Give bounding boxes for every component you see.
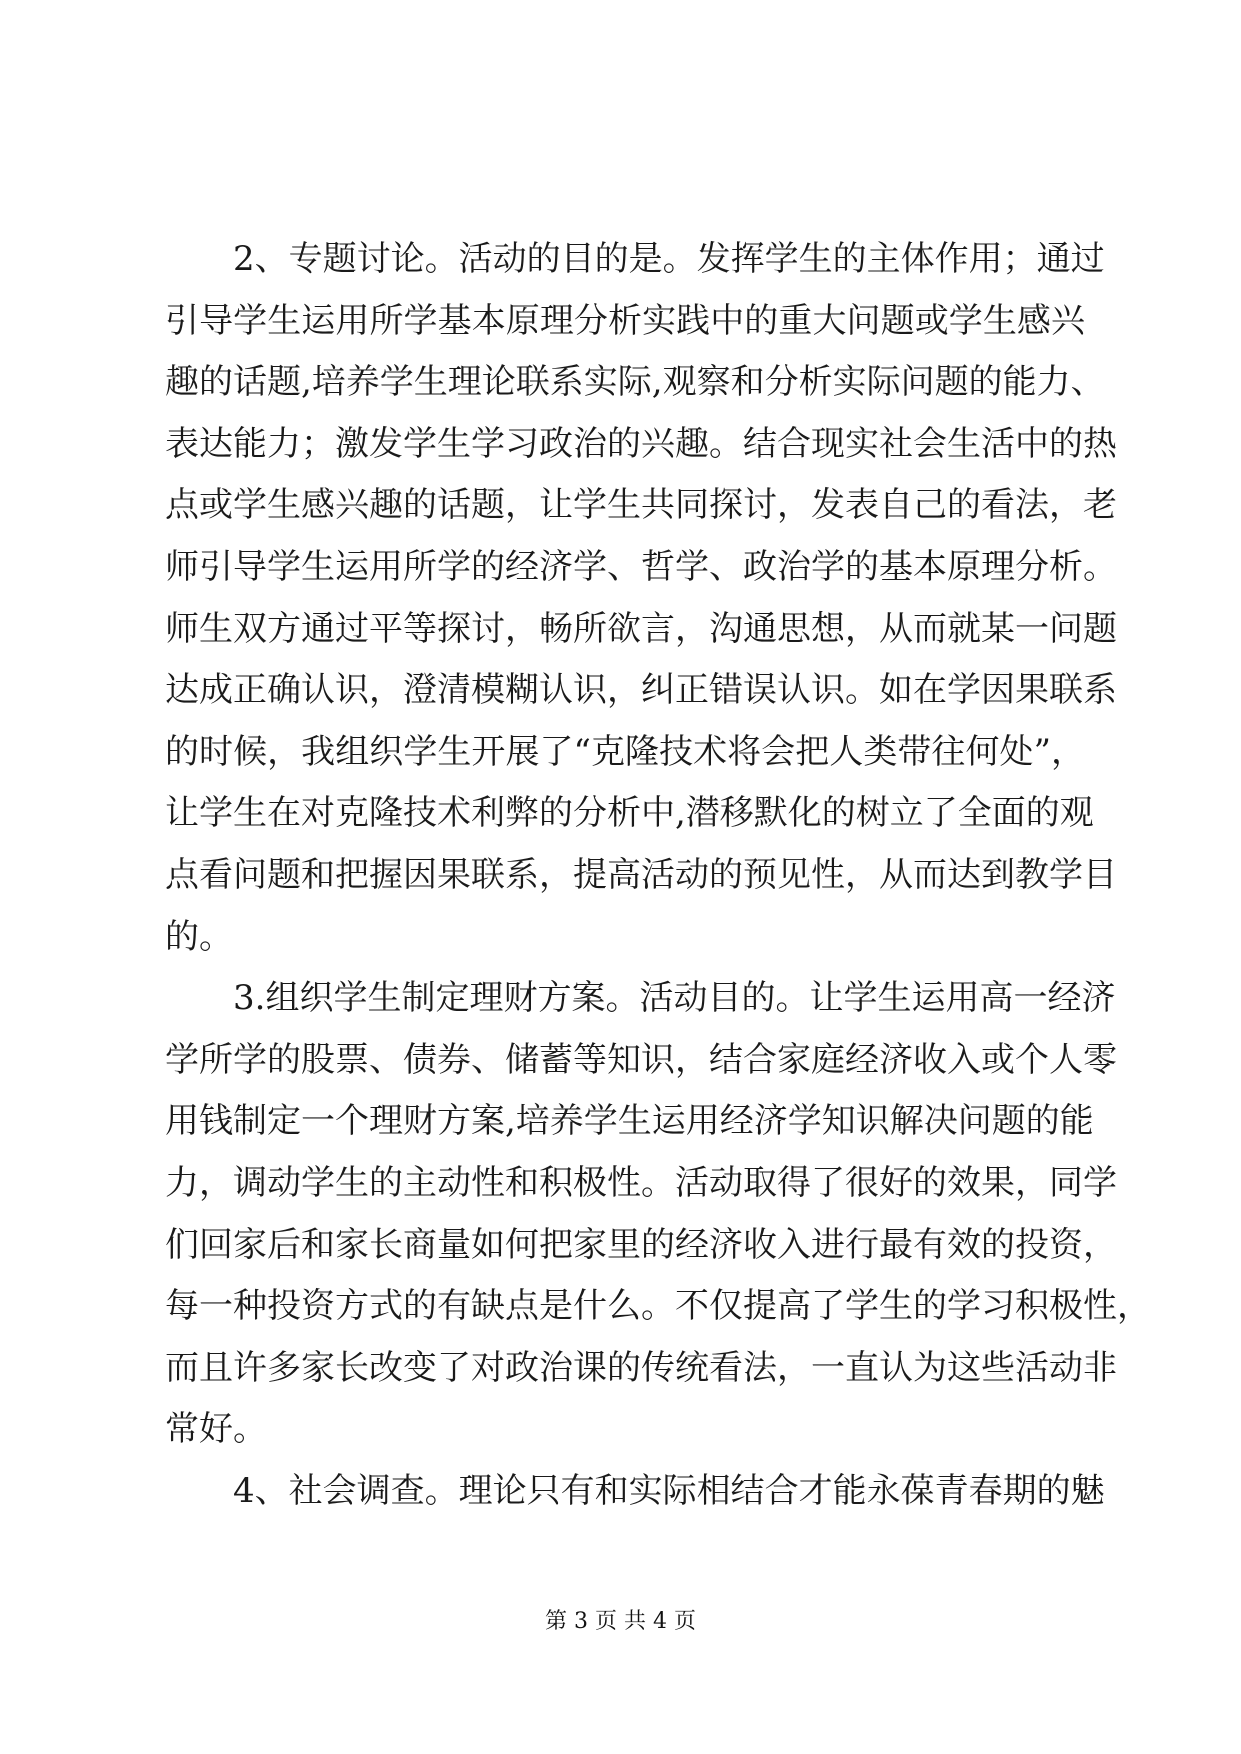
paragraph-2-line-6: 师引导学生运用所学的经济学、哲学、政治学的基本原理分析。	[165, 546, 1117, 587]
document-body	[165, 229, 1151, 1522]
paragraph-2-line-9: 的时候，我组织学生开展了“克隆技术将会把人类带往何处”，	[165, 731, 1085, 772]
paragraph-2-line-12: 的。	[165, 916, 233, 957]
paragraph-3-line-7: 而且许多家长改变了对政治课的传统看法，一直认为这些活动非	[165, 1347, 1117, 1388]
paragraph-2-line-10: 让学生在对克隆技术利弊的分析中,潜移默化的树立了全面的观	[165, 793, 1094, 834]
paragraph-3-line-1: 3.组织学生制定理财方案。活动目的。让学生运用高一经济	[233, 978, 1116, 1019]
paragraph-3-line-3: 用钱制定一个理财方案,培养学生运用经济学知识解决问题的能	[165, 1101, 1094, 1142]
paragraph-3-line-8: 常好。	[165, 1409, 267, 1450]
paragraph-2-line-8: 达成正确认识，澄清模糊认识，纠正错误认识。如在学因果联系	[165, 670, 1117, 711]
paragraph-2-line-2: 引导学生运用所学基本原理分析实践中的重大问题或学生感兴	[165, 300, 1085, 341]
paragraph-2-line-3: 趣的话题,培养学生理论联系实际,观察和分析实际问题的能力、	[165, 362, 1105, 403]
paragraph-2-line-11: 点看问题和把握因果联系，提高活动的预见性，从而达到教学目	[165, 854, 1117, 895]
paragraph-3-line-4: 力，调动学生的主动性和积极性。活动取得了很好的效果，同学	[165, 1162, 1117, 1203]
paragraph-2-line-1: 2、专题讨论。活动的目的是。发挥学生的主体作用；通过	[233, 239, 1105, 279]
paragraph-2-line-7: 师生双方通过平等探讨，畅所欲言，沟通思想，从而就某一问题	[165, 608, 1117, 649]
paragraph-3-line-5: 们回家后和家长商量如何把家里的经济收入进行最有效的投资，	[165, 1224, 1117, 1265]
paragraph-2-line-5: 点或学生感兴趣的话题，让学生共同探讨，发表自己的看法，老	[165, 485, 1117, 526]
paragraph-3-line-6: 每一种投资方式的有缺点是什么。不仅提高了学生的学习积极性，	[165, 1286, 1151, 1327]
paragraph-4-line-1: 4、社会调查。理论只有和实际相结合才能永葆青春期的魅	[233, 1470, 1105, 1511]
paragraph-2-line-4: 表达能力；激发学生学习政治的兴趣。结合现实社会生活中的热	[165, 423, 1117, 464]
page-number-footer: 第 3 页 共 4 页	[545, 1609, 696, 1634]
paragraph-3-line-2: 学所学的股票、债券、储蓄等知识，结合家庭经济收入或个人零	[165, 1039, 1117, 1080]
